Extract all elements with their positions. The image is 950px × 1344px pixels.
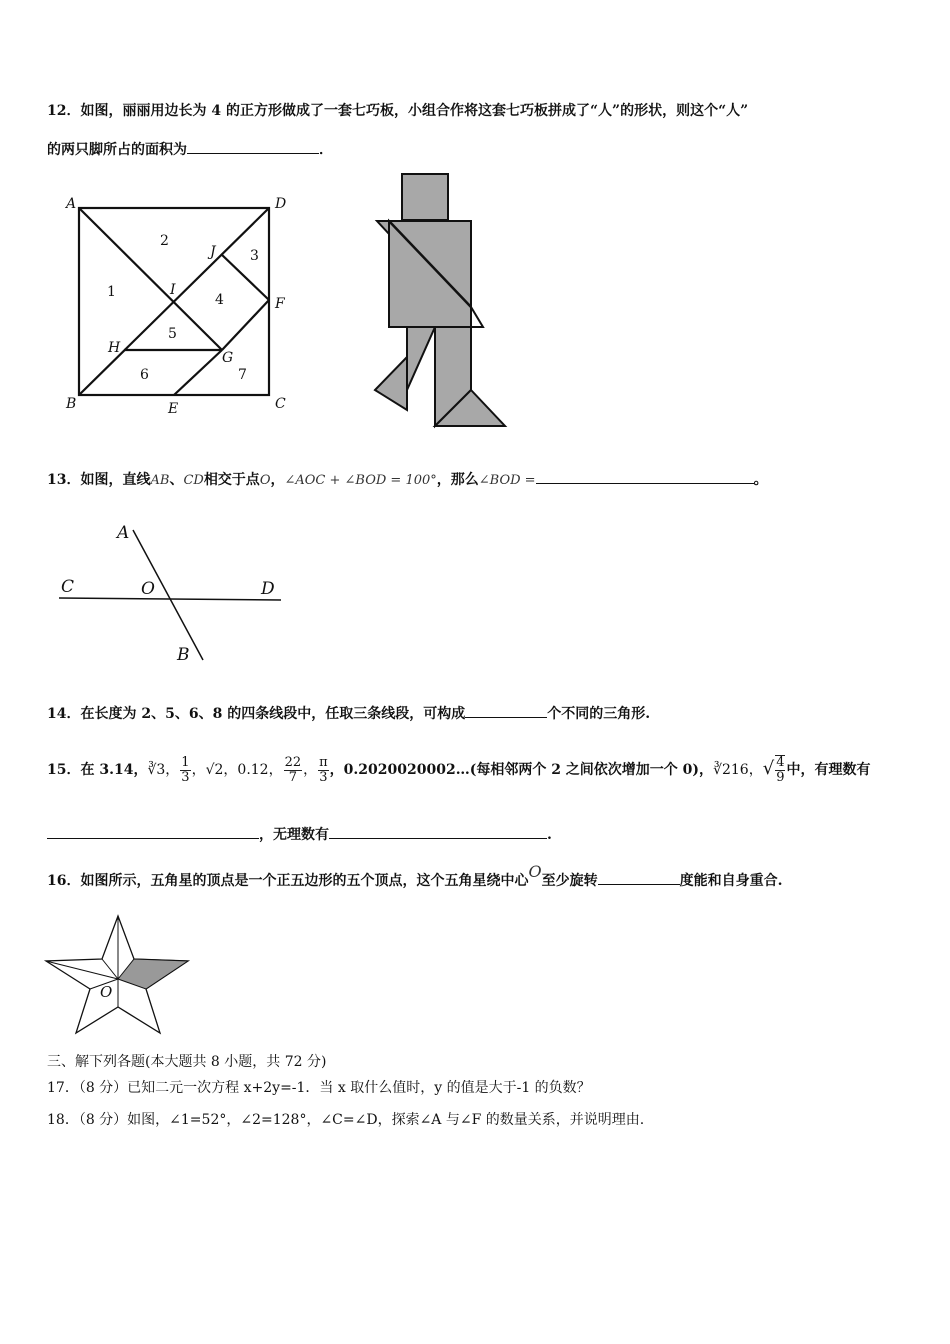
q12-answer-blank[interactable] [187, 139, 319, 154]
q14-answer-blank[interactable] [465, 703, 547, 718]
piece-2: 2 [160, 233, 169, 249]
piece-1: 1 [107, 284, 116, 300]
piece-3: 3 [250, 248, 259, 264]
q13-o: O [259, 473, 271, 488]
q13-condition: ∠AOC + ∠BOD = 100° [284, 473, 437, 488]
label-E: E [168, 401, 179, 417]
q15-c3: ，0.12， [223, 762, 283, 778]
person-head [402, 174, 448, 220]
label-O: O [141, 579, 155, 599]
q16-mid: 至少旋转 [541, 873, 598, 889]
q15-frac-pi-3 [318, 756, 329, 785]
seg-f-g [222, 300, 269, 350]
frac-num: π [319, 754, 328, 770]
label-J: J [210, 244, 216, 260]
q13-ask: ∠BOD = [478, 473, 536, 488]
frac-den: 3 [181, 769, 190, 785]
piece-5: 5 [168, 326, 177, 342]
label-G: G [222, 350, 234, 366]
label-D: D [261, 579, 275, 599]
q12-line2-text: 的两只脚所占的面积为 [47, 142, 187, 158]
q16-o: O [528, 862, 542, 881]
q13-mid: 相交于点 [203, 472, 260, 488]
q15-frac-22-7 [284, 756, 303, 785]
q15-c5: ， [748, 762, 763, 778]
q13-sep: 、 [169, 472, 184, 488]
seg-j-f [221, 254, 269, 300]
q15-sqrt-sym: √ [762, 758, 775, 779]
q14-text: 14．在长度为 2、5、6、8 的四条线段中，任取三条线段，可构成 [47, 706, 466, 722]
q13-prefix: 13．如图，直线 [47, 472, 151, 488]
person-leg-left [407, 327, 435, 390]
q13-end: 。 [753, 472, 768, 488]
q12-line2 [47, 139, 333, 160]
q15-line2-mid: ，无理数有 [259, 827, 329, 843]
q12-end: ． [319, 142, 333, 158]
q14-end: 个不同的三角形. [547, 706, 651, 722]
star-center-label: O [100, 983, 113, 1001]
frac-num: 1 [181, 754, 190, 770]
q15-mid: ，0.2020020002…(每相邻两个 2 之间依次增加一个 0)， [329, 762, 714, 778]
q15-line2-end: . [547, 827, 552, 843]
q13-line [47, 469, 768, 491]
label-B: B [66, 396, 77, 412]
q13-comma: ， [270, 472, 285, 488]
q13-answer-blank[interactable] [536, 469, 754, 484]
diag-a-g [79, 208, 222, 350]
seg-g-e [174, 350, 222, 395]
label-A: A [66, 196, 77, 212]
q15-c4: ， [303, 762, 318, 778]
q14-line [47, 703, 650, 724]
frac-den: 9 [776, 770, 785, 785]
frac-den: 3 [319, 769, 328, 785]
label-C: C [61, 577, 75, 597]
q15-suffix: 中，有理数有 [786, 762, 871, 778]
label-D: D [275, 196, 287, 212]
label-A: A [117, 523, 130, 543]
q13-ab: AB [150, 473, 170, 488]
q15-c2: ， [191, 762, 206, 778]
q16-line [47, 862, 783, 891]
tangram-person-figure [365, 168, 515, 433]
q16-answer-blank[interactable] [598, 870, 680, 885]
q15-rational-blank[interactable] [47, 824, 259, 839]
q17-line: 17．（8 分）已知二元一次方程 x+2y=-1．当 x 取什么值时，y 的值是大于-1 的负数？ [47, 1080, 591, 1096]
q16-end: 度能和自身重合. [679, 873, 783, 889]
q15-line2 [47, 824, 552, 845]
q15-prefix: 15．在 3.14， [47, 762, 148, 778]
piece-6: 6 [140, 367, 149, 383]
q15-frac-1-3 [180, 756, 190, 785]
frac-num: 4 [776, 755, 785, 770]
piece-4: 4 [215, 292, 224, 308]
frac-num: 22 [284, 754, 302, 770]
q15-c1: ， [165, 762, 180, 778]
piece-7: 7 [238, 367, 247, 383]
q15-line1 [47, 752, 870, 787]
person-body [389, 221, 471, 327]
label-B: B [177, 645, 190, 665]
frac-den: 7 [288, 769, 297, 785]
q18-line: 18．（8 分）如图，∠1=52°，∠2=128°，∠C=∠D，探索∠A 与∠F 的数量关系，并说明理由. [47, 1112, 645, 1128]
label-I: I [170, 282, 176, 298]
q16-text: 16．如图所示，五角星的顶点是一个正五边形的五个顶点，这个五角星绕中心 [47, 873, 529, 889]
person-foot-left [375, 357, 407, 410]
intersecting-lines-figure [55, 520, 295, 670]
q15-cbrt3: ∛3 [147, 762, 166, 778]
label-F: F [275, 296, 285, 312]
q13-cd: CD [183, 473, 204, 488]
q15-irrational-blank[interactable] [329, 824, 547, 839]
label-H: H [108, 340, 121, 356]
q15-sqrt2: √2 [205, 762, 224, 778]
q15-cbrt216: ∛216 [713, 762, 749, 778]
q13-then: ，那么 [436, 472, 479, 488]
q15-frac-4-9 [775, 755, 785, 785]
label-C: C [275, 396, 286, 412]
section-3-heading: 三、解下列各题(本大题共 8 小题，共 72 分) [47, 1054, 327, 1070]
five-point-star-figure [42, 912, 194, 1038]
q12-line1: 12．如图，丽丽用边长为 4 的正方形做成了一套七巧板，小组合作将这套七巧板拼成了“人”的形状，则这个“人” [47, 103, 749, 119]
tangram-square-figure [60, 190, 300, 420]
person-arm [377, 221, 389, 234]
